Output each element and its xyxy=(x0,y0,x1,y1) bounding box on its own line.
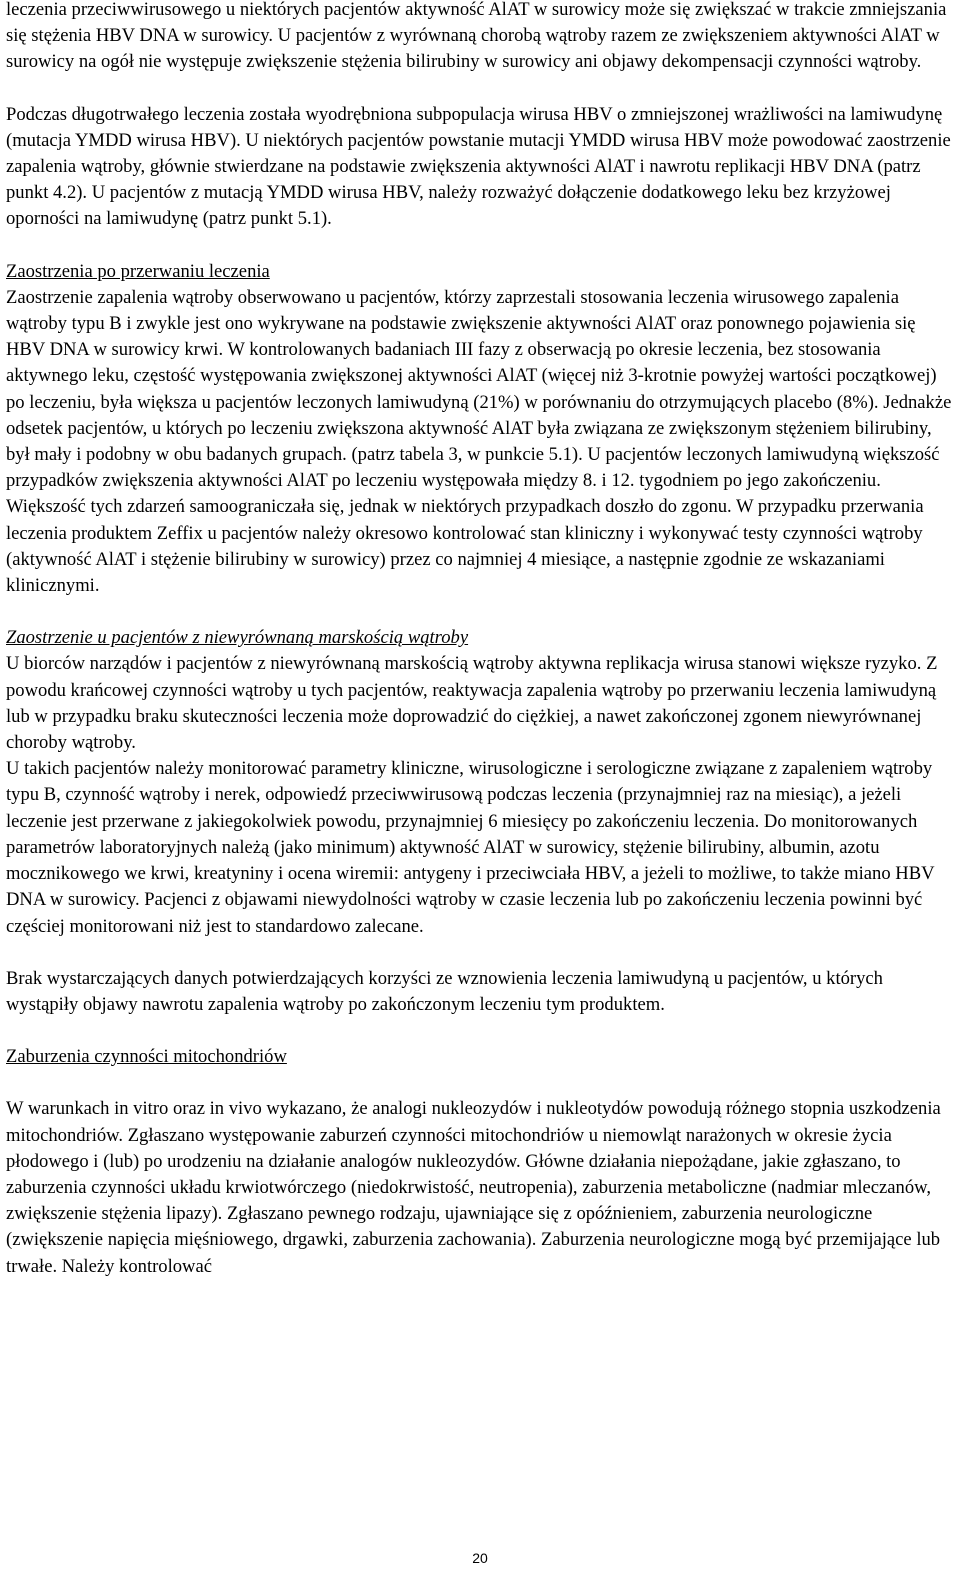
document-page xyxy=(6,0,954,1280)
heading-mitochondrial-dysfunction: Zaburzenia czynności mitochondriów xyxy=(6,1046,287,1068)
paragraph-alat-increase: leczenia przeciwwirusowego u niektórych pacjentów aktywność AlAT w surowicy może się zwiększać w trakcie zmniejszania się stężenia HBV DNA w surowicy. U pacjentów z wyrównaną chorobą wątroby razem ze zwiększeniem aktywności AlAT w surowicy na ogół nie występuje zwiększenie stężenia bilirubiny w surowicy ani objawy dekompensacji czynności wątroby. xyxy=(6,0,947,73)
heading-exacerbations-after-discontinuation: Zaostrzenia po przerwaniu leczenia xyxy=(6,260,270,282)
heading-decompensated-cirrhosis: Zaostrzenie u pacjentów z niewyrównaną marskością wątroby xyxy=(6,627,469,649)
paragraph-mitochondrial-dysfunction: W warunkach in vitro oraz in vivo wykazano, że analogi nukleozydów i nukleotydów powodują różnego stopnia uszkodzenia mitochondriów. Zgłaszano występowanie zaburzeń czynności mitochondriów u niemowląt narażonych w okresie życia płodowego i (lub) po urodzeniu na działanie analogów nukleozydów. Główne działania niepożądane, jakie zgłaszano, to zaburzenia czynności układu krwiotwórczego (niedokrwistość, neutropenia), zaburzenia metaboliczne (nadmiar mleczanów, zwiększenie stężenia lipazy). Zgłaszano pewnego rodzaju, ujawniające się z opóźnieniem, zaburzenia neurologiczne (zwiększenie napięcia mięśniowego, drgawki, zaburzenia zachowania). Zaburzenia neurologiczne mogą być przemijające lub trwałe. Należy kontrolować xyxy=(6,1098,941,1277)
paragraph-monitoring: U takich pacjentów należy monitorować parametry kliniczne, wirusologiczne i serologiczne związane z zapaleniem wątroby typu B, czynność wątroby i nerek, odpowiedź przeciwwirusową podczas leczenia (przynajmniej raz na miesiąc), a jeżeli leczenie jest przerwane z jakiegokolwiek powodu, przynajmniej 6 miesięcy po zakończeniu leczenia. Do monitorowanych parametrów laboratoryjnych należą (jako minimum) aktywność AlAT w surowicy, stężenie bilirubiny, albumin, azotu mocznikowego we krwi, kreatyniny i ocena wiremii: antygeny i przeciwciała HBV, a jeżeli to możliwe, to także miano HBV DNA w surowicy. Pacjenci z objawami niewydolności wątroby w czasie leczenia lub po zakończeniu leczenia powinni być częściej monitorowani niż jest to standardowo zalecane. xyxy=(6,758,935,937)
paragraph-ymdd-mutation: Podczas długotrwałego leczenia została wyodrębniona subpopulacja wirusa HBV o zmniejszonej wrażliwości na lamiwudynę (mutacja YMDD wirusa HBV). U niektórych pacjentów powstanie mutacji YMDD wirusa HBV może powodować zaostrzenie zapalenia wątroby, głównie stwierdzane na podstawie zwiększenia aktywności AlAT i nawrotu replikacji HBV DNA (patrz punkt 4.2). U pacjentów z mutacją YMDD wirusa HBV, należy rozważyć dołączenie dodatkowego leku bez krzyżowej oporności na lamiwudynę (patrz punkt 5.1). xyxy=(6,103,951,230)
paragraph-exacerbations-after-discontinuation: Zaostrzenie zapalenia wątroby obserwowano u pacjentów, którzy zaprzestali stosowania leczenia wirusowego zapalenia wątroby typu B i zwykle jest ono wykrywane na podstawie zwiększenie aktywności AlAT oraz ponownego pojawienia się HBV DNA w surowicy krwi. W kontrolowanych badaniach III fazy z obserwacją po okresie leczenia, bez stosowania aktywnego leku, częstość występowania zwiększonej aktywności AlAT (więcej niż 3-krotnie powyżej wartości początkowej) po leczeniu, była większa u pacjentów leczonych lamiwudyną (21%) w porównaniu do otrzymujących placebo (8%). Jednakże odsetek pacjentów, u których po leczeniu zwiększona aktywność AlAT była związana ze zwiększonym stężeniem bilirubiny, był mały i podobny w obu badanych grupach. (patrz tabela 3, w punkcie 5.1). U pacjentów leczonych lamiwudyną większość przypadków zwiększenia aktywności AlAT po leczeniu występowała między 8. i 12. tygodniem po jego zakończeniu. Większość tych zdarzeń samoograniczała się, jednak w niektórych przypadkach doszło do zgonu. W przypadku przerwania leczenia produktem Zeffix u pacjentów należy okresowo kontrolować stan kliniczny i wykonywać testy czynności wątroby (aktywność AlAT i stężenie bilirubiny w surowicy) przez co najmniej 4 miesiące, a następnie zgodnie ze wskazaniami klinicznymi. xyxy=(6,286,952,597)
page-number: 20 xyxy=(472,1550,488,1566)
paragraph-decompensated-cirrhosis: U biorców narządów i pacjentów z niewyrównaną marskością wątroby aktywna replikacja wirusa stanowi większe ryzyko. Z powodu krańcowej czynności wątroby u tych pacjentów, reaktywacja zapalenia wątroby po przerwaniu leczenia lamiwudyną lub w przypadku braku skuteczności leczenia może doprowadzić do ciężkiej, a nawet zakończonej zgonem niewyrównanej choroby wątroby. xyxy=(6,653,938,754)
paragraph-insufficient-data: Brak wystarczających danych potwierdzających korzyści ze wznowienia leczenia lamiwudyną u pacjentów, u których wystąpiły objawy nawrotu zapalenia wątroby po zakończonym leczeniu tym produktem. xyxy=(6,967,883,1015)
